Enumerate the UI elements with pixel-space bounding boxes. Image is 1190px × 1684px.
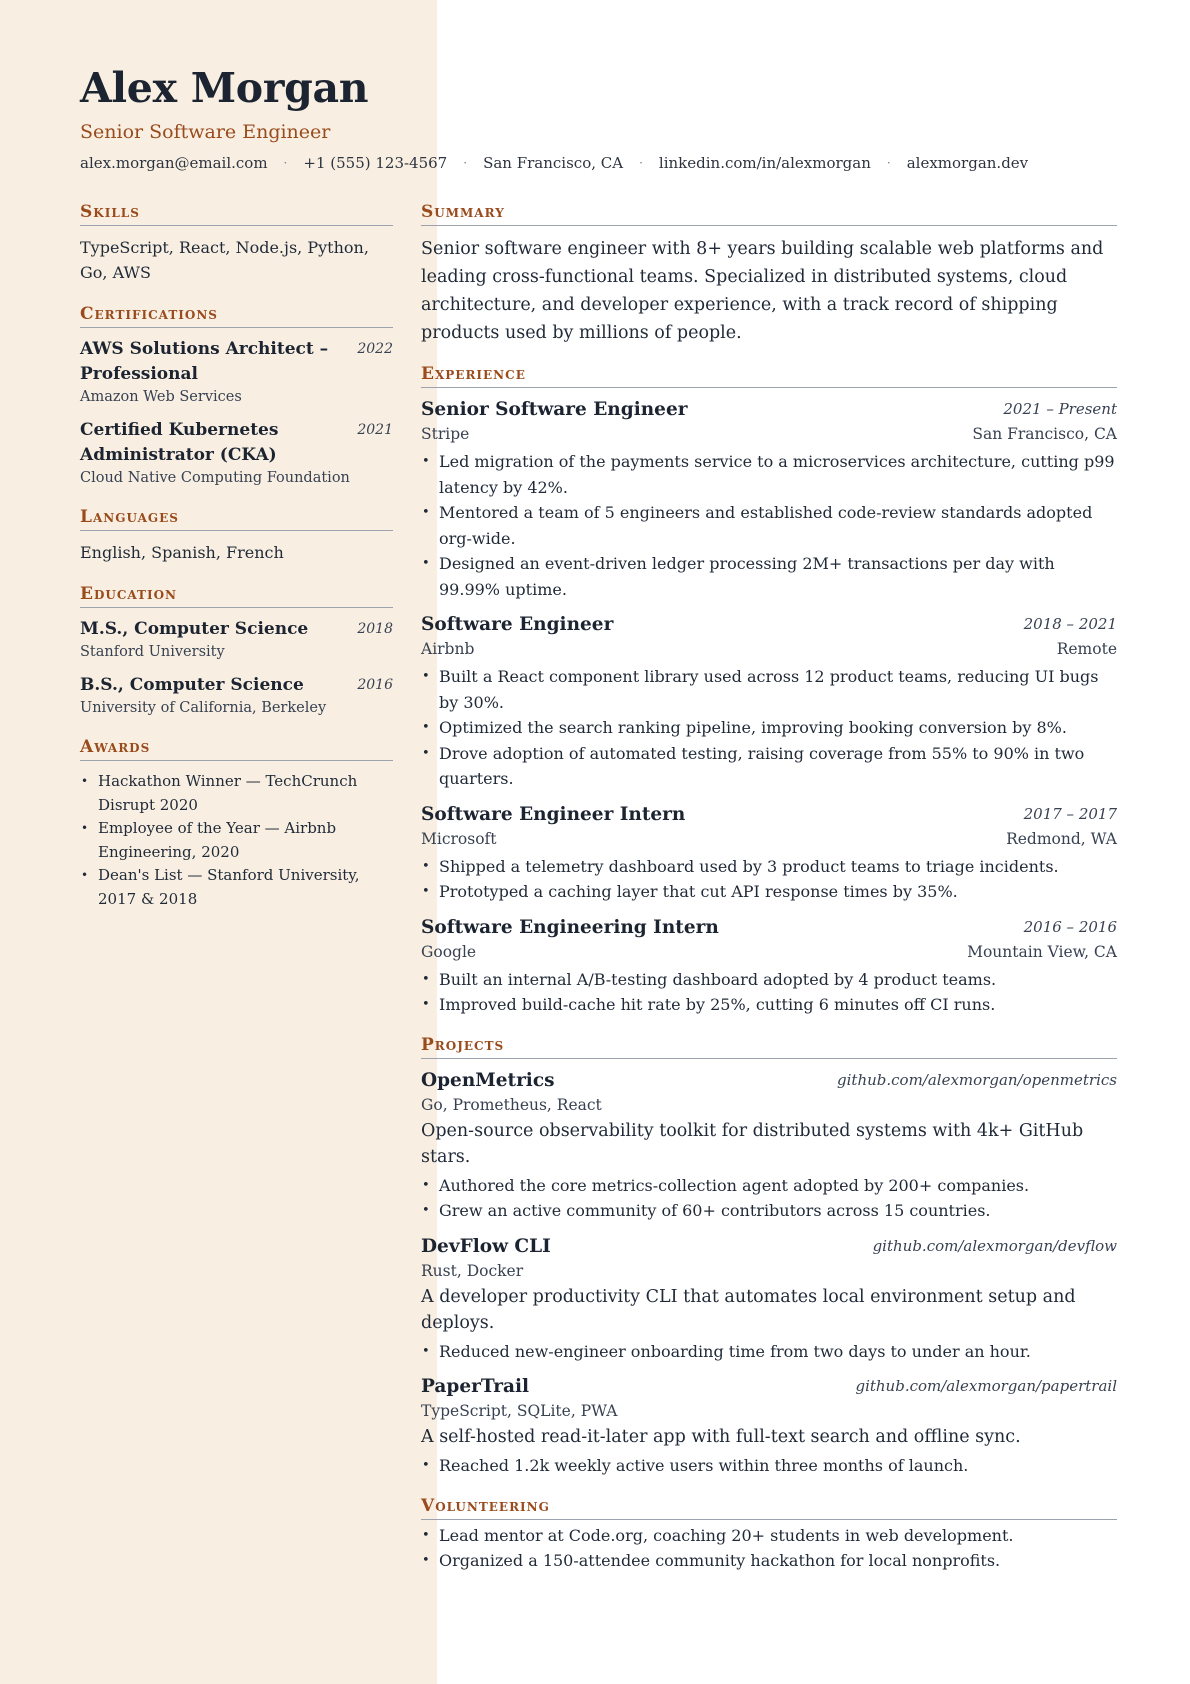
certification-year: 2022 xyxy=(357,341,393,357)
awards-list xyxy=(80,770,393,911)
section-title-skills: Skills xyxy=(80,201,393,226)
contact-email[interactable]: alex.morgan@email.com xyxy=(80,154,268,172)
experience-section xyxy=(421,363,1117,1018)
project-link[interactable]: github.com/alexmorgan/papertrail xyxy=(855,1377,1117,1395)
project-description: A self-hosted read-it-later app with full-text search and offline sync. xyxy=(421,1427,1021,1447)
contact-location: San Francisco, CA xyxy=(483,154,624,172)
job-bullet: • Drove adoption of automated testing, raising coverage from 55% to 90% in two quarters. xyxy=(421,741,1117,792)
right-column xyxy=(421,201,1117,1590)
job-title: Software Engineer Intern xyxy=(421,803,686,825)
section-title-projects: Projects xyxy=(421,1034,1117,1059)
summary-text: Senior software engineer with 8+ years building scalable web platforms and leading cross-functional teams. Specialized in distributed systems, cloud architecture, and developer experience, with a track record of shipping products used by millions of people. xyxy=(421,239,1104,343)
contact-separator: · xyxy=(283,156,288,170)
left-column xyxy=(80,201,393,929)
education-year: 2016 xyxy=(357,677,393,693)
contact-separator: · xyxy=(639,156,643,170)
section-title-volunteering: Volunteering xyxy=(421,1495,1117,1520)
job-title: Software Engineering Intern xyxy=(421,916,719,938)
job-bullets xyxy=(421,967,1117,1018)
project-entry xyxy=(421,1234,1117,1365)
award-item: • Employee of the Year — Airbnb Engineering, 2020 xyxy=(80,817,393,864)
certifications-section xyxy=(80,303,393,488)
contact-separator: · xyxy=(463,156,468,170)
award-item: • Hackathon Winner — TechCrunch Disrupt 2020 xyxy=(80,770,393,817)
certification-year: 2021 xyxy=(357,422,393,438)
certification-title: AWS Solutions Architect – Professional xyxy=(80,339,329,384)
job-location: Remote xyxy=(1056,640,1117,658)
job-entry xyxy=(421,802,1117,905)
languages-list: English, Spanish, French xyxy=(80,543,284,562)
job-bullet: • Improved build-cache hit rate by 25%, cutting 6 minutes off CI runs. xyxy=(421,992,1117,1018)
job-entry xyxy=(421,612,1117,792)
job-bullet: • Led migration of the payments service to a microservices architecture, cutting p99 latency by 42%. xyxy=(421,449,1117,500)
job-title: Senior Software Engineer xyxy=(421,399,688,420)
project-link[interactable]: github.com/alexmorgan/devflow xyxy=(872,1236,1117,1255)
candidate-name: Alex Morgan xyxy=(80,64,369,112)
resume-header xyxy=(80,62,1120,174)
skills-section xyxy=(80,201,393,285)
education-degree: M.S., Computer Science xyxy=(80,619,309,639)
project-bullets xyxy=(421,1339,1117,1365)
section-title-summary: Summary xyxy=(421,201,1117,226)
job-dates: 2018 – 2021 xyxy=(1023,615,1117,633)
education-school: University of California, Berkeley xyxy=(80,700,327,716)
job-company: Microsoft xyxy=(421,829,497,848)
project-bullets xyxy=(421,1453,1117,1479)
project-description: A developer productivity CLI that automates local environment setup and deploys. xyxy=(421,1286,1076,1333)
certification-item xyxy=(80,418,393,488)
section-title-experience: Experience xyxy=(421,363,1117,388)
project-entry xyxy=(421,1068,1117,1224)
certification-title: Certified Kubernetes Administrator (CKA) xyxy=(80,420,279,465)
job-dates: 2021 – Present xyxy=(1003,400,1117,418)
section-title-certifications: Certifications xyxy=(80,303,393,328)
candidate-role: Senior Software Engineer xyxy=(80,121,331,143)
project-bullet: • Reached 1.2k weekly active users within three months of launch. xyxy=(421,1453,1117,1479)
award-item: • Dean's List — Stanford University, 2017 & 2018 xyxy=(80,864,393,911)
education-school: Stanford University xyxy=(80,644,225,660)
certification-issuer: Cloud Native Computing Foundation xyxy=(80,470,350,486)
certification-item xyxy=(80,337,393,407)
education-degree: B.S., Computer Science xyxy=(80,675,304,695)
summary-section xyxy=(421,201,1117,347)
languages-section xyxy=(80,506,393,565)
project-stack: Rust, Docker xyxy=(421,1261,524,1280)
education-section xyxy=(80,583,393,718)
project-name: OpenMetrics xyxy=(421,1069,555,1091)
job-bullet: • Mentored a team of 5 engineers and established code-review standards adopted org-wide. xyxy=(421,500,1117,551)
job-bullets xyxy=(421,449,1117,602)
job-bullet: • Optimized the search ranking pipeline, improving booking conversion by 8%. xyxy=(421,715,1117,741)
project-stack: TypeScript, SQLite, PWA xyxy=(421,1402,618,1420)
section-title-languages: Languages xyxy=(80,506,393,531)
project-bullet: • Reduced new-engineer onboarding time from two days to under an hour. xyxy=(421,1339,1117,1365)
job-dates: 2016 – 2016 xyxy=(1023,917,1117,936)
education-item xyxy=(80,673,393,718)
contact-separator: · xyxy=(886,156,891,170)
project-entry xyxy=(421,1374,1117,1479)
job-bullets xyxy=(421,664,1117,792)
contact-line xyxy=(80,152,1120,174)
job-bullets xyxy=(421,854,1117,905)
certification-issuer: Amazon Web Services xyxy=(80,389,242,405)
job-bullet: • Built an internal A/B-testing dashboard adopted by 4 product teams. xyxy=(421,967,1117,993)
job-location: Mountain View, CA xyxy=(967,942,1117,961)
job-location: Redmond, WA xyxy=(1006,829,1117,848)
education-year: 2018 xyxy=(357,621,393,637)
job-bullet: • Built a React component library used across 12 product teams, reducing UI bugs by 30%. xyxy=(421,664,1117,715)
project-stack: Go, Prometheus, React xyxy=(421,1095,602,1114)
volunteering-section xyxy=(421,1495,1117,1574)
volunteering-item: • Organized a 150-attendee community hackathon for local nonprofits. xyxy=(421,1548,1117,1574)
job-company: Google xyxy=(421,942,477,961)
project-bullet: • Grew an active community of 60+ contributors across 15 countries. xyxy=(421,1198,1117,1224)
skills-list: TypeScript, React, Node.js, Python, Go, AWS xyxy=(80,238,369,282)
job-dates: 2017 – 2017 xyxy=(1023,804,1117,823)
volunteering-item: • Lead mentor at Code.org, coaching 20+ students in web development. xyxy=(421,1523,1117,1549)
contact-website[interactable]: alexmorgan.dev xyxy=(906,154,1029,172)
education-item xyxy=(80,617,393,662)
contact-phone: +1 (555) 123-4567 xyxy=(303,154,448,172)
section-title-education: Education xyxy=(80,583,393,608)
project-bullets xyxy=(421,1173,1117,1224)
section-title-awards: Awards xyxy=(80,736,393,761)
job-bullet: • Designed an event-driven ledger processing 2M+ transactions per day with 99.99% uptime. xyxy=(421,551,1117,602)
contact-linkedin[interactable]: linkedin.com/in/alexmorgan xyxy=(658,154,871,172)
job-entry xyxy=(421,397,1117,602)
project-bullet: • Authored the core metrics-collection agent adopted by 200+ companies. xyxy=(421,1173,1117,1199)
job-entry xyxy=(421,915,1117,1018)
project-link[interactable]: github.com/alexmorgan/openmetrics xyxy=(837,1070,1117,1089)
job-company: Stripe xyxy=(421,425,470,443)
job-bullet: • Prototyped a caching layer that cut API response times by 35%. xyxy=(421,879,1117,905)
project-description: Open-source observability toolkit for distributed systems with 4k+ GitHub stars. xyxy=(421,1120,1084,1167)
awards-section xyxy=(80,736,393,911)
job-bullet: • Shipped a telemetry dashboard used by 3 product teams to triage incidents. xyxy=(421,854,1117,880)
project-name: DevFlow CLI xyxy=(421,1235,551,1257)
project-name: PaperTrail xyxy=(421,1376,530,1397)
job-title: Software Engineer xyxy=(421,614,614,635)
volunteering-list xyxy=(421,1523,1117,1574)
job-company: Airbnb xyxy=(421,640,475,658)
job-location: San Francisco, CA xyxy=(972,425,1117,443)
projects-section xyxy=(421,1034,1117,1479)
